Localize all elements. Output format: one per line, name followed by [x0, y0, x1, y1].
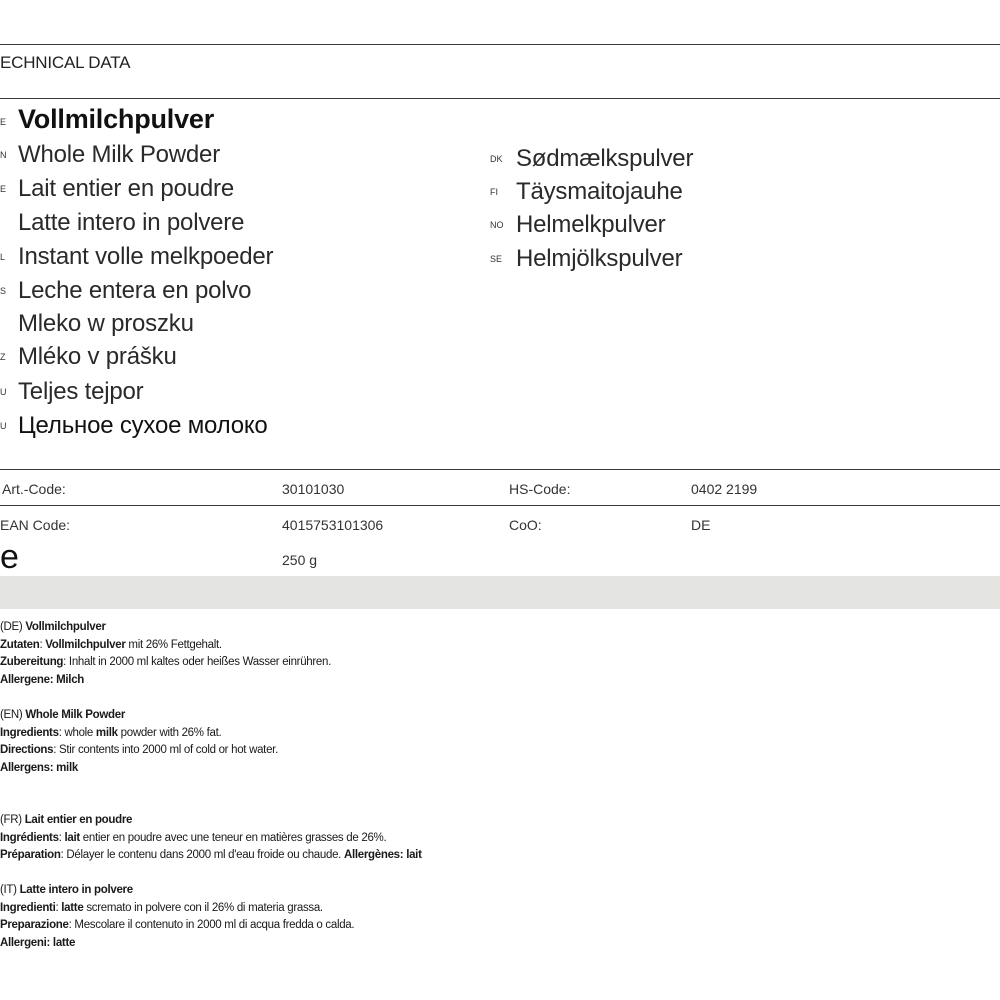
header-rule	[0, 98, 1000, 99]
top-rule	[0, 44, 1000, 45]
description-de	[0, 619, 331, 689]
product-name-fi: Täysmaitojauhe	[516, 178, 683, 205]
product-name-no: Helmelkpulver	[516, 211, 666, 238]
size-value: 250 g	[282, 552, 318, 568]
product-name-es: Leche entera en polvo	[18, 277, 252, 304]
lang-code: FI	[490, 187, 498, 197]
description-heading: (IT) Latte intero in polvere	[0, 884, 133, 896]
lang-code: E	[0, 117, 7, 127]
product-name-cz: Mléko v prášku	[18, 343, 177, 370]
description-en	[0, 707, 278, 777]
description-heading: (EN) Whole Milk Powder	[0, 709, 126, 721]
coo-label: CoO:	[509, 517, 542, 533]
art-code-label: Art.-Code:	[2, 481, 66, 497]
product-name-pl: Mleko w proszku	[18, 310, 194, 337]
size-label-fragment: e	[0, 538, 19, 576]
description-ingredients: Ingredients: whole milk powder with 26% fat.	[0, 726, 222, 739]
description-heading: (FR) Lait entier en poudre	[0, 814, 133, 826]
lang-code: SE	[490, 254, 503, 264]
section-title: ECHNICAL DATA	[0, 53, 131, 72]
product-name-en: Whole Milk Powder	[18, 141, 220, 168]
lang-code: DK	[490, 154, 503, 164]
art-code-value: 30101030	[282, 481, 345, 497]
description-ingredients: Ingredienti: latte scremato in polvere con il 26% di materia grassa.	[0, 901, 323, 914]
description-heading: (DE) Vollmilchpulver	[0, 621, 106, 633]
description-ingredients: Zutaten: Vollmilchpulver mit 26% Fettgehalt.	[0, 638, 222, 651]
product-name-de: Vollmilchpulver	[18, 104, 215, 134]
hs-code-label: HS-Code:	[509, 481, 571, 497]
description-allergens: Allergene: Milch	[0, 673, 85, 686]
lang-code: L	[0, 252, 6, 262]
product-name-dk: Sødmælkspulver	[516, 145, 694, 172]
lang-code: N	[0, 150, 7, 160]
description-preparation: Directions: Stir contents into 2000 ml of cold or hot water.	[0, 744, 278, 756]
coo-value: DE	[691, 517, 711, 533]
description-ingredients: Ingrédients: lait entier en poudre avec une teneur en matières grasses de 26%.	[0, 831, 387, 844]
lang-code: S	[0, 286, 7, 296]
product-name-it: Latte intero in polvere	[18, 209, 245, 236]
product-name-nl: Instant volle melkpoeder	[18, 243, 274, 270]
table-top-rule	[0, 469, 1000, 470]
description-fr	[0, 812, 422, 865]
lang-code: Z	[0, 352, 6, 362]
lang-code: U	[0, 387, 7, 397]
lang-code: NO	[490, 220, 504, 230]
product-name-hu: Teljes tejpor	[18, 378, 144, 405]
ean-code-label: EAN Code:	[0, 517, 71, 533]
product-name-se: Helmjölkspulver	[516, 245, 683, 272]
hs-code-value: 0402 2199	[691, 481, 758, 497]
lang-code: E	[0, 184, 7, 194]
description-allergens: Allergens: milk	[0, 761, 78, 774]
table-mid-rule	[0, 505, 1000, 506]
product-name-fr: Lait entier en poudre	[18, 175, 234, 202]
product-name-ru: Цельное сухое молоко	[18, 412, 268, 439]
description-preparation: Préparation: Délayer le contenu dans 2000 ml d'eau froide ou chaude. Allergènes: lait	[0, 849, 422, 861]
description-preparation: Preparazione: Mescolare il contenuto in 2000 ml di acqua fredda o calda.	[0, 919, 355, 931]
grey-band	[0, 576, 1000, 609]
lang-code: U	[0, 421, 7, 431]
description-preparation: Zubereitung: Inhalt in 2000 ml kaltes oder heißes Wasser einrühren.	[0, 656, 331, 668]
description-it	[0, 882, 354, 952]
description-allergens: Allergeni: latte	[0, 936, 76, 949]
ean-code-value: 4015753101306	[282, 517, 384, 533]
